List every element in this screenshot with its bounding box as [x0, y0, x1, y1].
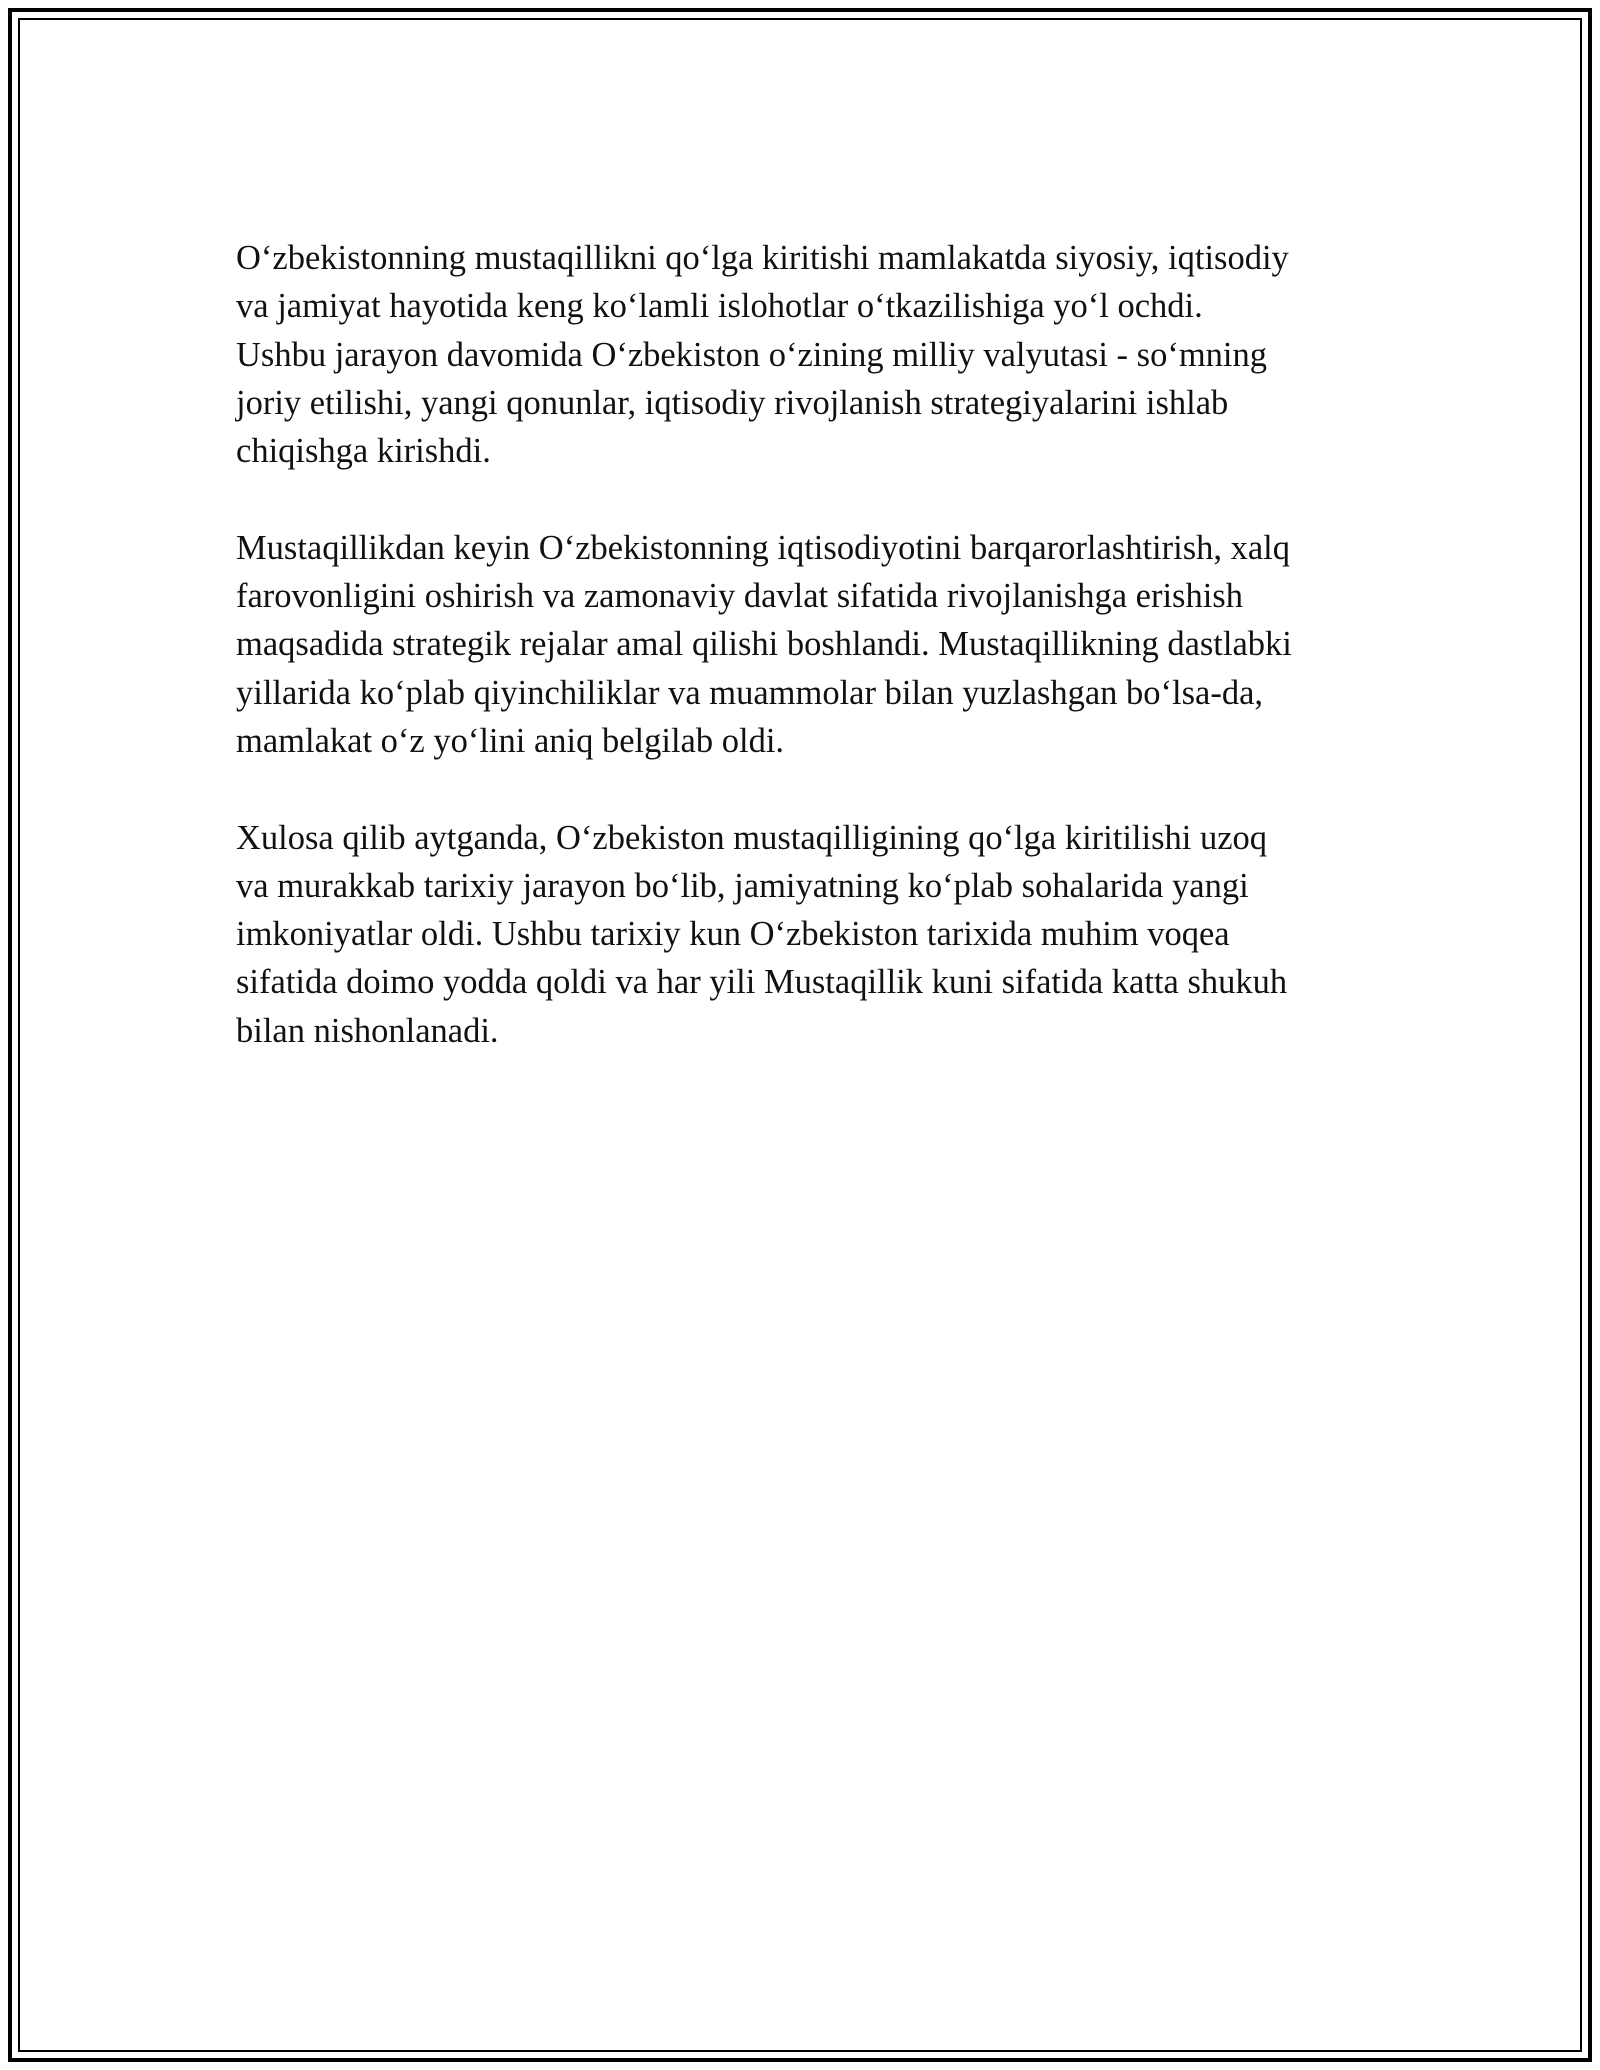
text-line: joriy etilishi, yangi qonunlar, iqtisodiy rivojlanish strategiyalarini ishlab [236, 383, 1229, 422]
text-line: farovonligini oshirish va zamonaviy davlat sifatida rivojlanishga erishish [236, 577, 1243, 616]
document-body [236, 234, 1376, 1103]
text-line: Ushbu jarayon davomida O‘zbekiston o‘zining milliy valyutasi - so‘mning [236, 335, 1267, 374]
text-line: Xulosa qilib aytganda, O‘zbekiston mustaqilligining qo‘lga kiritilishi uzoq [236, 818, 1268, 857]
text-line: sifatida doimo yodda qoldi va har yili Mustaqillik kuni sifatida katta shukuh [236, 963, 1288, 1002]
text-line: yillarida ko‘plab qiyinchiliklar va muammolar bilan yuzlashgan bo‘lsa-da, [236, 673, 1264, 712]
paragraph-1 [236, 234, 1376, 475]
text-line: Mustaqillikdan keyin O‘zbekistonning iqtisodiyotini barqarorlashtirish, xalq [236, 528, 1291, 567]
paragraph-2 [236, 524, 1376, 765]
text-line: mamlakat o‘z yo‘lini aniq belgilab oldi. [236, 721, 785, 760]
text-line: va jamiyat hayotida keng ko‘lamli islohotlar o‘tkazilishiga yo‘l ochdi. [236, 287, 1203, 326]
text-line: O‘zbekistonning mustaqillikni qo‘lga kiritishi mamlakatda siyosiy, iqtisodiy [236, 239, 1289, 277]
text-line: bilan nishonlanadi. [236, 1011, 499, 1050]
text-line: chiqishga kirishdi. [236, 432, 491, 471]
text-line: maqsadida strategik rejalar amal qilishi boshlandi. Mustaqillikning dastlabki [236, 625, 1292, 664]
text-line: imkoniyatlar oldi. Ushbu tarixiy kun O‘zbekiston tarixida muhim voqea [236, 915, 1230, 954]
text-line: va murakkab tarixiy jarayon bo‘lib, jamiyatning ko‘plab sohalarida yangi [236, 866, 1249, 905]
paragraph-3 [236, 814, 1376, 1055]
